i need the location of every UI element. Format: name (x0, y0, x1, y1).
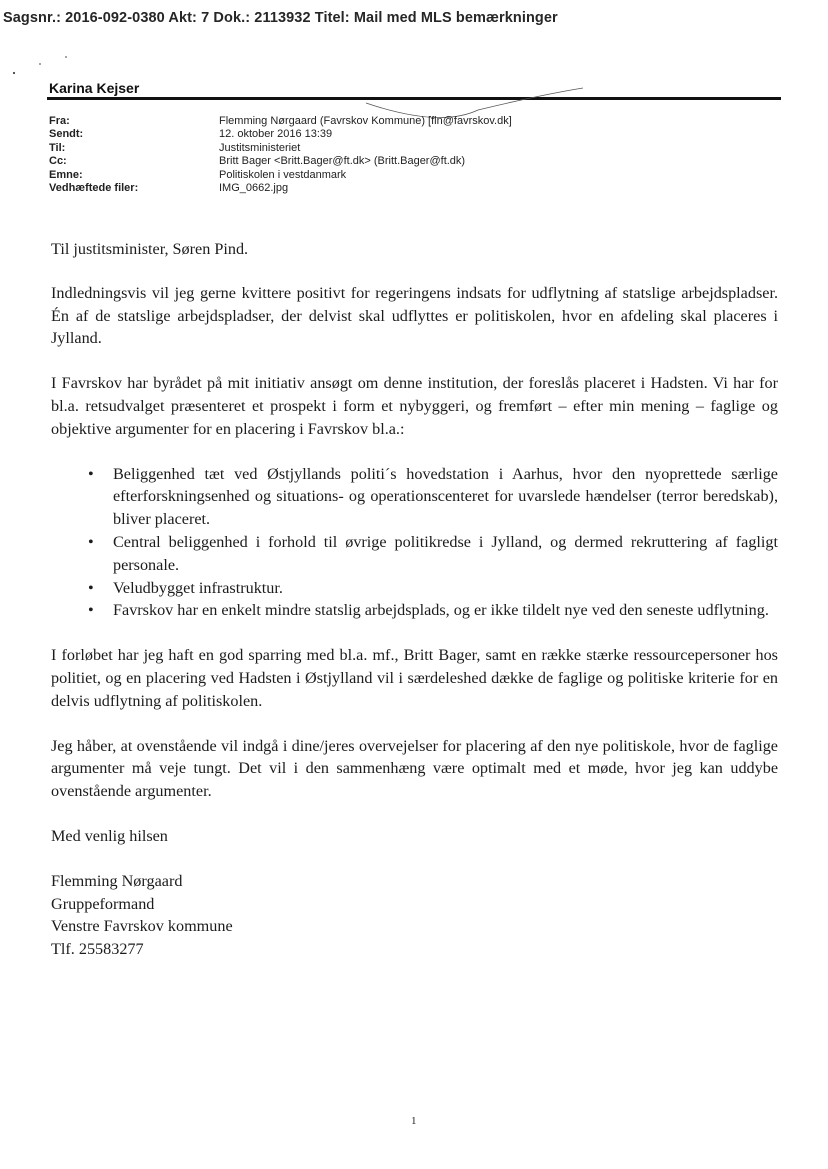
field-value: Justitsministeriet (219, 141, 301, 154)
list-item: • Central beliggenhed i forhold til øvrige politikredse i Jylland, og dermed rekruttering af fagligt personale. (113, 531, 778, 577)
field-label: Vedhæftede filer: (49, 182, 139, 195)
paragraph-hope: Jeg håber, at ovenstående vil indgå i dine/jeres overvejelser for placering af den nye politiskole, hvor de faglige argumenter må veje tungt. Det vil i den sammenhæng være optimalt med et møde, hvor jeg kan uddybe ovenstående argumenter. (51, 736, 778, 801)
closing: Med venlig hilsen (51, 826, 168, 845)
field-label: Til: (49, 141, 66, 154)
paragraph-sparring: I forløbet har jeg haft en god sparring med bl.a. mf., Britt Bager, samt en række stærke ressourcepersoner hos politiet, og en placering ved Hadsten i Østjylland vil i særdeleshed dække de faglige og politiske kriterie for en delvis udflytning af politiskolen. (51, 646, 778, 710)
paragraph-intro: Indledningsvis vil jeg gerne kvittere positivt for regeringens indsats for udflytning af statslige arbejdspladser. Én af de statslige arbejdspladser, der delvist skal udflyttes er politiskolen, hvor en afdeling skal placeres i Jylland. (51, 283, 778, 348)
field-label: Fra: (49, 115, 70, 127)
field-label: Cc: (49, 155, 67, 168)
page-number: 1 (411, 1115, 417, 1127)
signature-title: Gruppeformand (51, 894, 155, 913)
field-value: Britt Bager <Britt.Bager@ft.dk> (Britt.Bager@ft.dk) (219, 155, 466, 168)
email-header-fields (49, 115, 512, 195)
argument-list (51, 463, 778, 623)
salutation: Til justitsminister, Søren Pind. (51, 240, 249, 258)
list-item: • Beliggenhed tæt ved Østjyllands politi´s hovedstation i Aarhus, hvor den nyoprettede særlige efterforskningsenhed og situations- og operationscenteret for uvarslede hændelser (terror beredskab), bliver placeret. (113, 463, 778, 531)
list-item: • Veludbygget infrastruktur. (113, 577, 778, 600)
field-value: IMG_0662.jpg (219, 182, 289, 195)
email-field-cc (49, 155, 512, 168)
sender-name: Karina Kejser (49, 80, 140, 96)
signature-name: Flemming Nørgaard (51, 871, 183, 890)
scan-speck (65, 56, 67, 58)
field-label: Emne: (49, 168, 83, 181)
paragraph-favrskov: I Favrskov har byrådet på mit initiativ ansøgt om denne institution, der foreslås placeret i Hadsten. Vi har for bl.a. retsudvalget præsenteret et prospekt i form et nybyggeri, og fremført – efter min mening – faglige og objektive argumenter for en placering i Favrskov bl.a.: (51, 374, 778, 438)
email-field-to (49, 142, 512, 155)
email-field-sent (49, 128, 512, 141)
signature-organization: Venstre Favrskov kommune (51, 917, 233, 936)
scan-speck (39, 63, 41, 65)
field-value: Politiskolen i vestdanmark (219, 168, 347, 181)
letter-body (51, 238, 778, 961)
field-value: Flemming Nørgaard (Favrskov Kommune) [fln@favrskov.dk] (219, 115, 512, 127)
field-label: Sendt: (49, 128, 84, 141)
scan-mark-curve (366, 88, 583, 118)
email-field-attachments (49, 182, 512, 195)
field-value: 12. oktober 2016 13:39 (219, 128, 333, 141)
signature-phone: Tlf. 25583277 (51, 940, 144, 959)
case-header: Sagsnr.: 2016-092-0380 Akt: 7 Dok.: 2113932 Titel: Mail med MLS bemærkninger (3, 10, 558, 26)
email-field-from (49, 115, 512, 128)
email-field-subject (49, 169, 512, 182)
list-item: • Favrskov har en enkelt mindre statslig arbejdsplads, og er ikke tildelt nye ved den seneste udflytning. (113, 599, 778, 622)
scan-speck (13, 72, 15, 74)
